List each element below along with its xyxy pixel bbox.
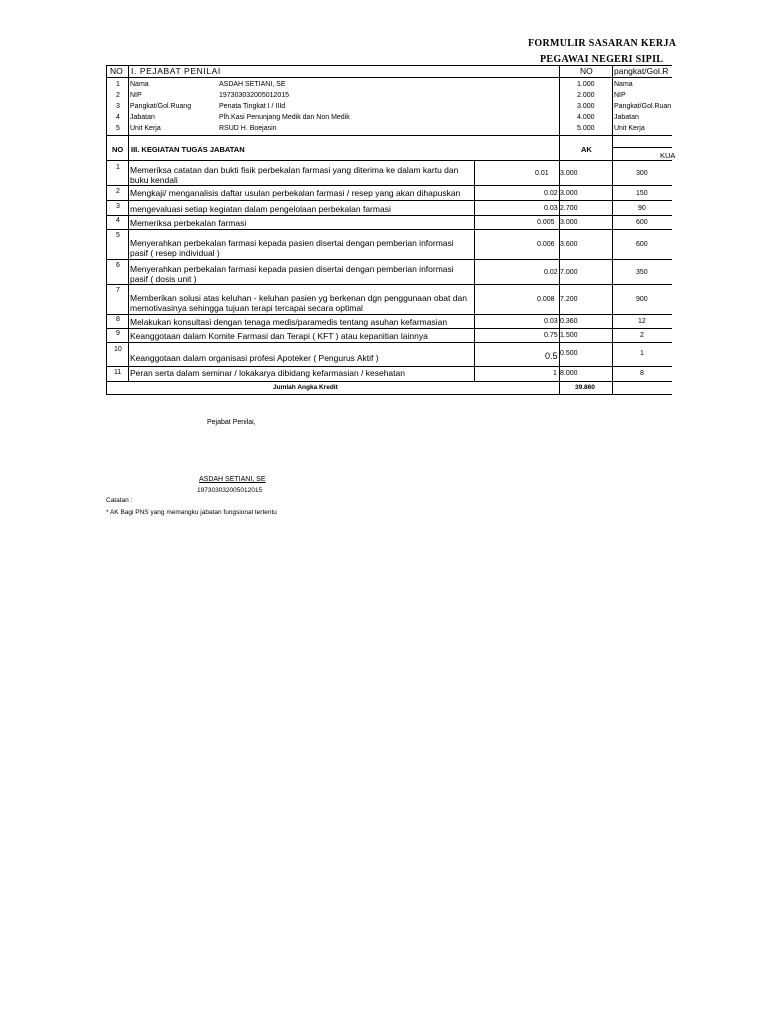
- signer-name: ASDAH SETIANI, SE: [199, 476, 266, 483]
- notes-label: Catatan :: [106, 497, 133, 504]
- col-ak-header: AK: [581, 145, 592, 154]
- col-pangkat-header: pangkat/Gol.R: [614, 66, 669, 76]
- signer-role: Pejabat Penilai,: [207, 419, 256, 426]
- section-title: III. KEGIATAN TUGAS JABATAN: [131, 145, 245, 154]
- col-no-header: NO: [110, 66, 123, 76]
- form-title: FORMULIR SASARAN KERJA: [528, 38, 677, 49]
- col-no-right-header: NO: [580, 66, 593, 76]
- col-kuantitas-header: KUA: [660, 151, 676, 160]
- signer-nip: 197303032005012015: [197, 487, 263, 494]
- section-title: I. PEJABAT PENILAI: [131, 66, 221, 76]
- col-no-header: NO: [112, 145, 124, 154]
- notes-text: * AK Bagi PNS yang memangku jabatan fungsional tertentu: [106, 509, 277, 516]
- form-subtitle: PEGAWAI NEGERI SIPIL: [540, 54, 664, 65]
- total-label: Jumlah Angka Kredit: [273, 384, 338, 391]
- total-value: 39.860: [575, 384, 595, 391]
